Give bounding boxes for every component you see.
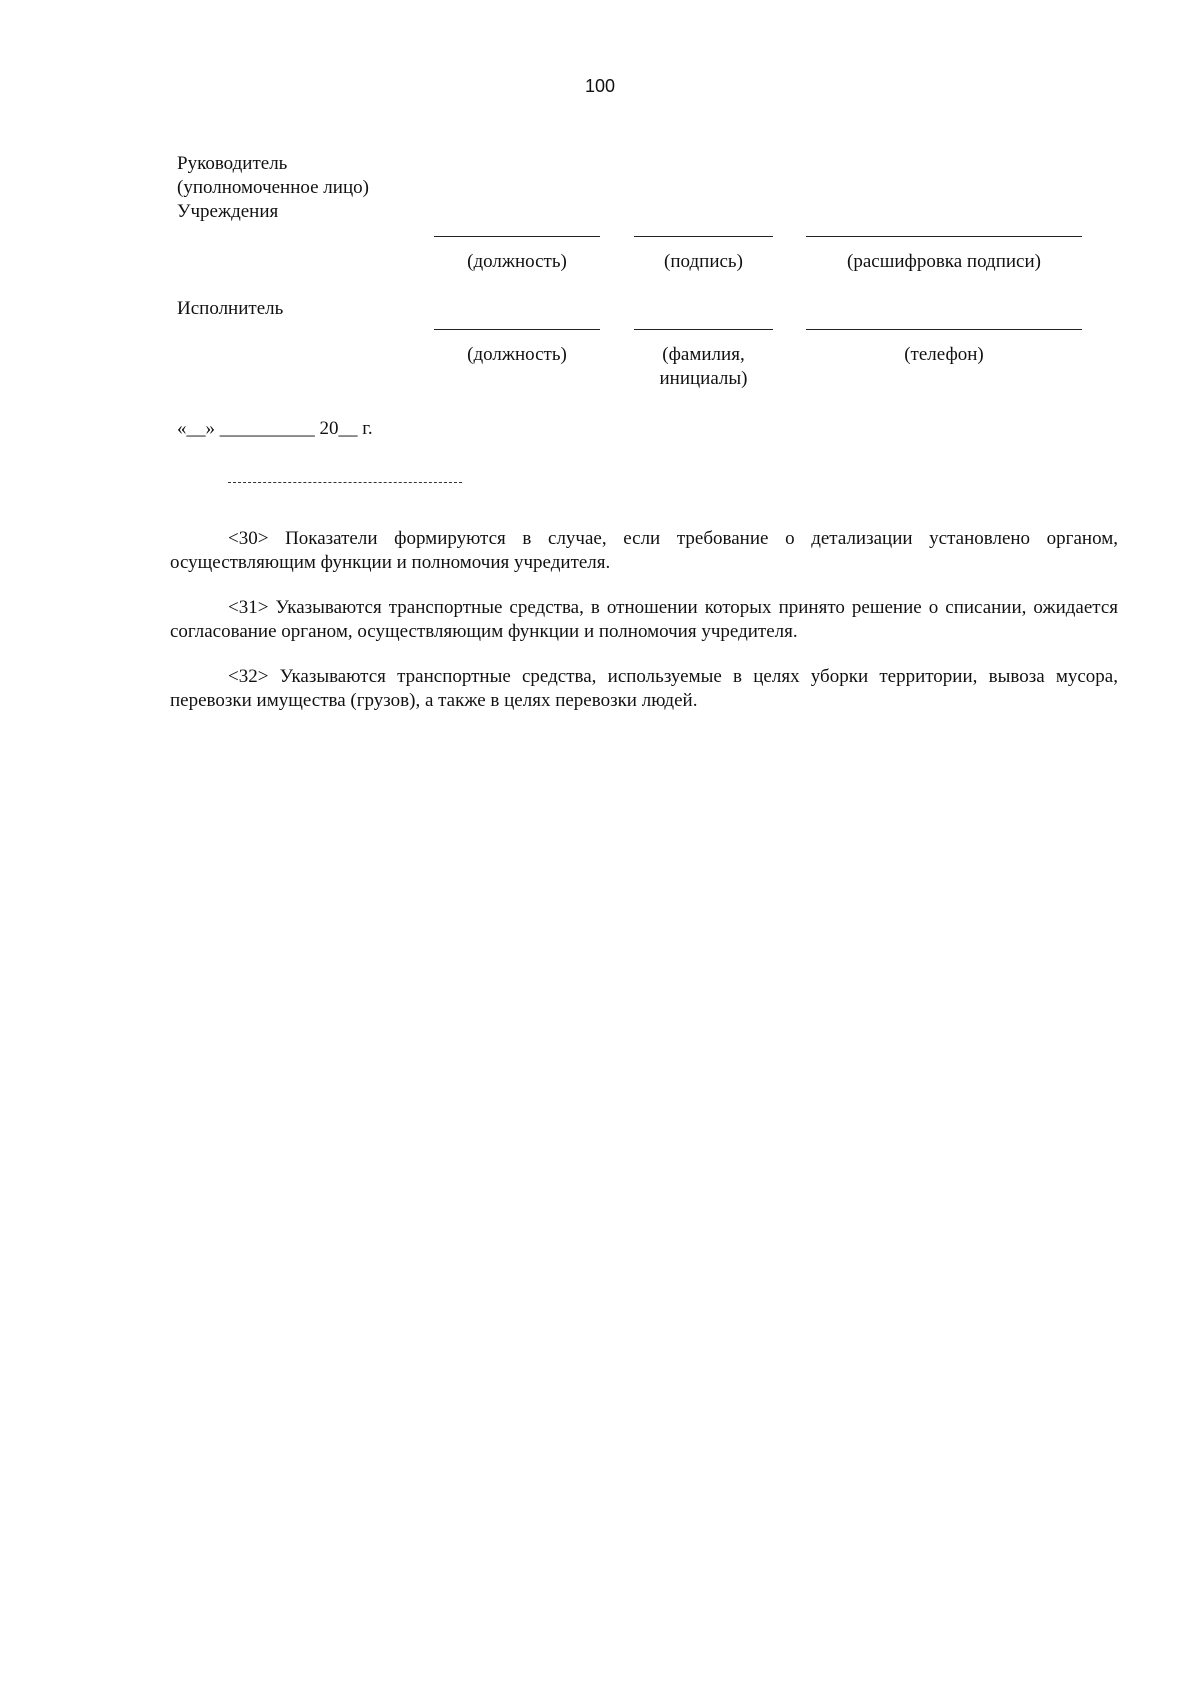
date-line: «__» __________ 20__ г. [177, 418, 373, 439]
head-label-line-1: Руководитель [177, 153, 288, 174]
head-signature-caption: (подпись) [664, 251, 743, 272]
executor-position-line [434, 329, 600, 330]
footnote-separator [228, 482, 462, 483]
footnote-32: <32> Указываются транспортные средства, используемые в целях уборки территории, вывоза мусора, перевозки имущества (грузов), а также в целях перевозки людей. [170, 666, 1118, 711]
executor-name-line [634, 329, 773, 330]
footnote-30: <30> Показатели формируются в случае, если требование о детализации установлено органом, осуществляющим функции и полномочия учредителя. [170, 528, 1118, 573]
executor-name-caption [634, 343, 773, 391]
executor-name-caption-line-2: инициалы) [659, 368, 748, 389]
executor-phone-caption: (телефон) [904, 344, 984, 365]
page-number: 100 [584, 76, 616, 96]
executor-label: Исполнитель [177, 298, 284, 319]
executor-phone-line [806, 329, 1082, 330]
head-position-caption: (должность) [467, 251, 567, 272]
footnotes [170, 527, 1118, 734]
executor-position-caption: (должность) [467, 344, 567, 365]
head-position-line [434, 236, 600, 237]
executor-name-caption-line-1: (фамилия, [662, 344, 745, 365]
head-label [177, 152, 437, 224]
head-label-line-3: Учреждения [177, 201, 279, 222]
head-label-line-2: (уполномоченное лицо) [177, 177, 369, 198]
footnote-31: <31> Указываются транспортные средства, в отношении которых принято решение о списании, ожидается согласование органом, осуществляющим функции и полномочия учредителя. [170, 597, 1118, 642]
head-decryption-line [806, 236, 1082, 237]
head-signature-line [634, 236, 773, 237]
head-decryption-caption: (расшифровка подписи) [847, 251, 1041, 272]
